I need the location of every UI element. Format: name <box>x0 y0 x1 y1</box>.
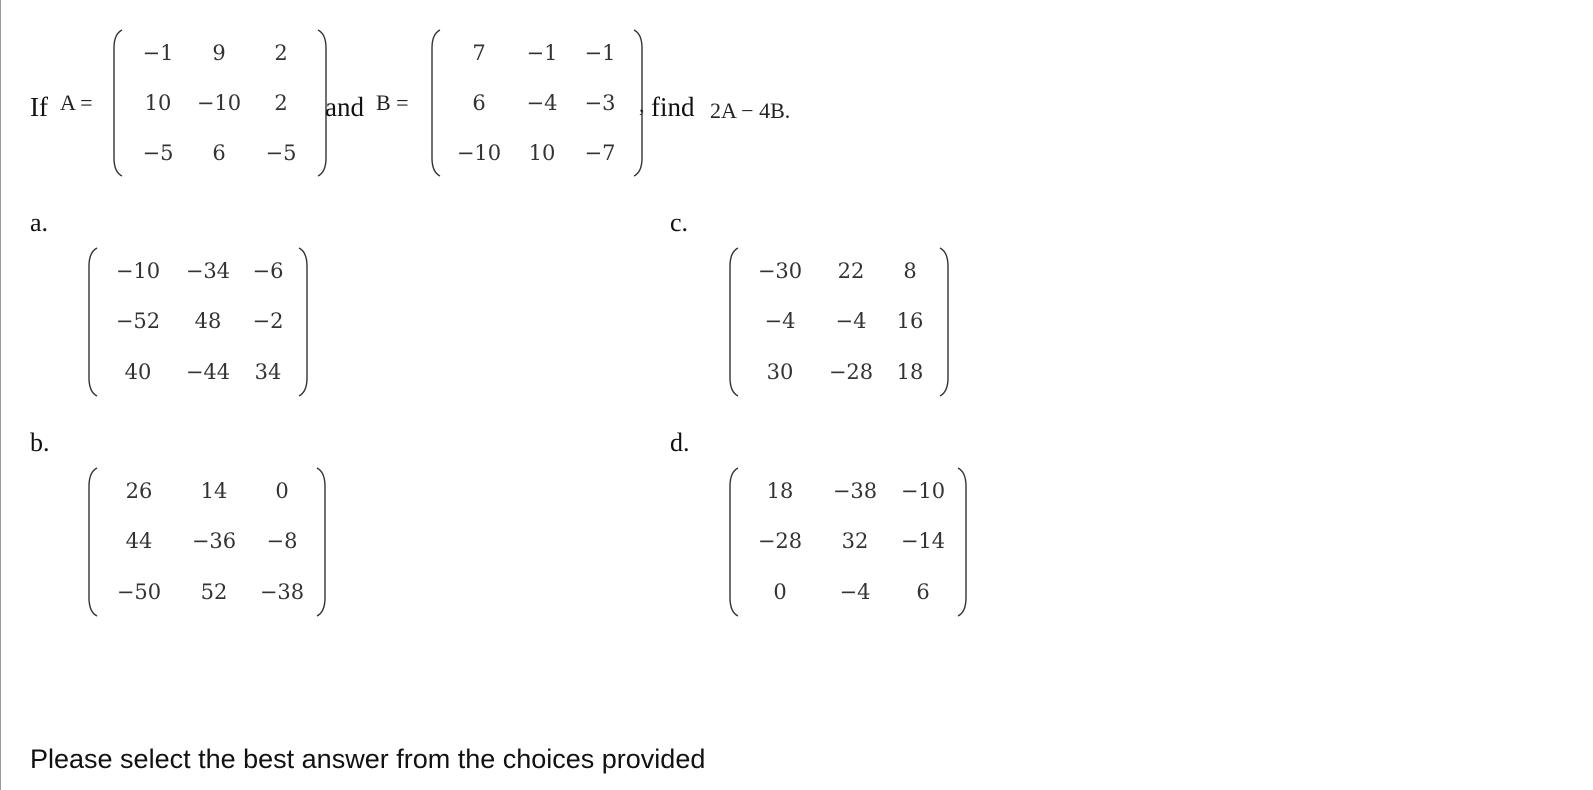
choice-a-cell: 40 <box>124 360 152 385</box>
matrix-a-cell: 2 <box>274 90 288 115</box>
right-paren <box>938 246 950 398</box>
choice-b-cell: 0 <box>275 478 289 503</box>
matrix-b-cell: −1 <box>526 40 558 65</box>
choice-b-cell: −38 <box>259 580 305 605</box>
choice-b-cell: 44 <box>125 529 153 554</box>
choice-d-matrix[interactable] <box>728 466 960 618</box>
choice-d-cell: 32 <box>841 529 869 554</box>
choice-c-cell: 30 <box>766 360 794 385</box>
matrix-b-label: B = <box>376 90 409 115</box>
choice-b-matrix[interactable] <box>87 466 319 618</box>
matrix-a-cell: 2 <box>274 40 288 65</box>
choice-a-cell: −6 <box>252 258 284 283</box>
right-paren <box>956 466 968 618</box>
comma: , <box>639 92 645 117</box>
choice-a-letter[interactable]: a. <box>30 208 49 237</box>
expression: 2A − 4B. <box>710 98 791 123</box>
choice-d-cell: −28 <box>757 529 803 554</box>
choice-c-cell: 8 <box>903 258 917 283</box>
choice-b-cell: 52 <box>200 580 228 605</box>
choice-b-cell: 26 <box>125 478 153 503</box>
matrix-b-cell: −7 <box>584 140 616 165</box>
choice-a-cell: 34 <box>254 360 282 385</box>
left-paren <box>430 28 442 178</box>
answer-prompt: Please select the best answer from the choices provided <box>30 744 706 774</box>
matrix-a-cell: −1 <box>142 40 174 65</box>
matrix-a-cell: 9 <box>212 40 226 65</box>
choice-d-cell: 0 <box>773 580 787 605</box>
matrix-b-cell: −4 <box>526 90 558 115</box>
matrix-a-cell: −5 <box>265 140 297 165</box>
choice-a-cell: −10 <box>115 258 161 283</box>
matrix-b-cell: −10 <box>456 140 502 165</box>
if-word: If <box>30 92 48 122</box>
matrix-a-cell: −10 <box>196 90 242 115</box>
choice-b-cell: −36 <box>191 529 237 554</box>
choice-c-cell: 16 <box>896 309 924 334</box>
choice-c-cell: 18 <box>896 360 924 385</box>
left-paren <box>87 246 99 398</box>
choice-b-cell: −8 <box>266 529 298 554</box>
choice-d-cell: 6 <box>916 580 930 605</box>
choice-b-cell: 14 <box>200 478 228 503</box>
left-paren <box>87 466 99 618</box>
choice-c-cell: −4 <box>835 309 867 334</box>
choice-a-cell: 48 <box>194 309 222 334</box>
choice-b-letter[interactable]: b. <box>30 428 50 457</box>
choice-a-cell: −34 <box>185 258 231 283</box>
matrix-a <box>112 28 316 178</box>
matrix-b <box>430 28 636 178</box>
choice-c-cell: 22 <box>837 258 865 283</box>
choice-a-cell: −44 <box>185 360 231 385</box>
matrix-a-label: A = <box>60 90 93 115</box>
choice-d-cell: 18 <box>766 478 794 503</box>
choice-d-cell: −4 <box>839 580 871 605</box>
choice-c-cell: −4 <box>764 309 796 334</box>
choice-d-letter[interactable]: d. <box>670 428 690 457</box>
choice-d-cell: −38 <box>832 478 878 503</box>
matrix-b-cell: 10 <box>528 140 556 165</box>
matrix-b-cell: 7 <box>472 40 486 65</box>
choice-c-matrix[interactable] <box>728 246 942 398</box>
matrix-b-cell: 6 <box>472 90 486 115</box>
choice-b-cell: −50 <box>116 580 162 605</box>
choice-a-matrix[interactable] <box>87 246 301 398</box>
choice-a-cell: −2 <box>252 309 284 334</box>
matrix-a-cell: −5 <box>142 140 174 165</box>
right-paren <box>297 246 309 398</box>
page-left-border <box>0 0 1 790</box>
left-paren <box>112 28 124 178</box>
and-word: and <box>325 92 364 122</box>
right-paren <box>315 466 327 618</box>
choice-a-cell: −52 <box>115 309 161 334</box>
choice-c-letter[interactable]: c. <box>670 208 689 237</box>
choice-c-cell: −30 <box>757 258 803 283</box>
left-paren <box>728 466 740 618</box>
left-paren <box>728 246 740 398</box>
find-word: find <box>651 92 695 122</box>
matrix-a-cell: 10 <box>144 90 172 115</box>
choice-c-cell: −28 <box>828 360 874 385</box>
choice-d-cell: −14 <box>900 529 946 554</box>
matrix-b-cell: −3 <box>584 90 616 115</box>
choice-d-cell: −10 <box>900 478 946 503</box>
matrix-a-cell: 6 <box>212 140 226 165</box>
matrix-b-cell: −1 <box>584 40 616 65</box>
